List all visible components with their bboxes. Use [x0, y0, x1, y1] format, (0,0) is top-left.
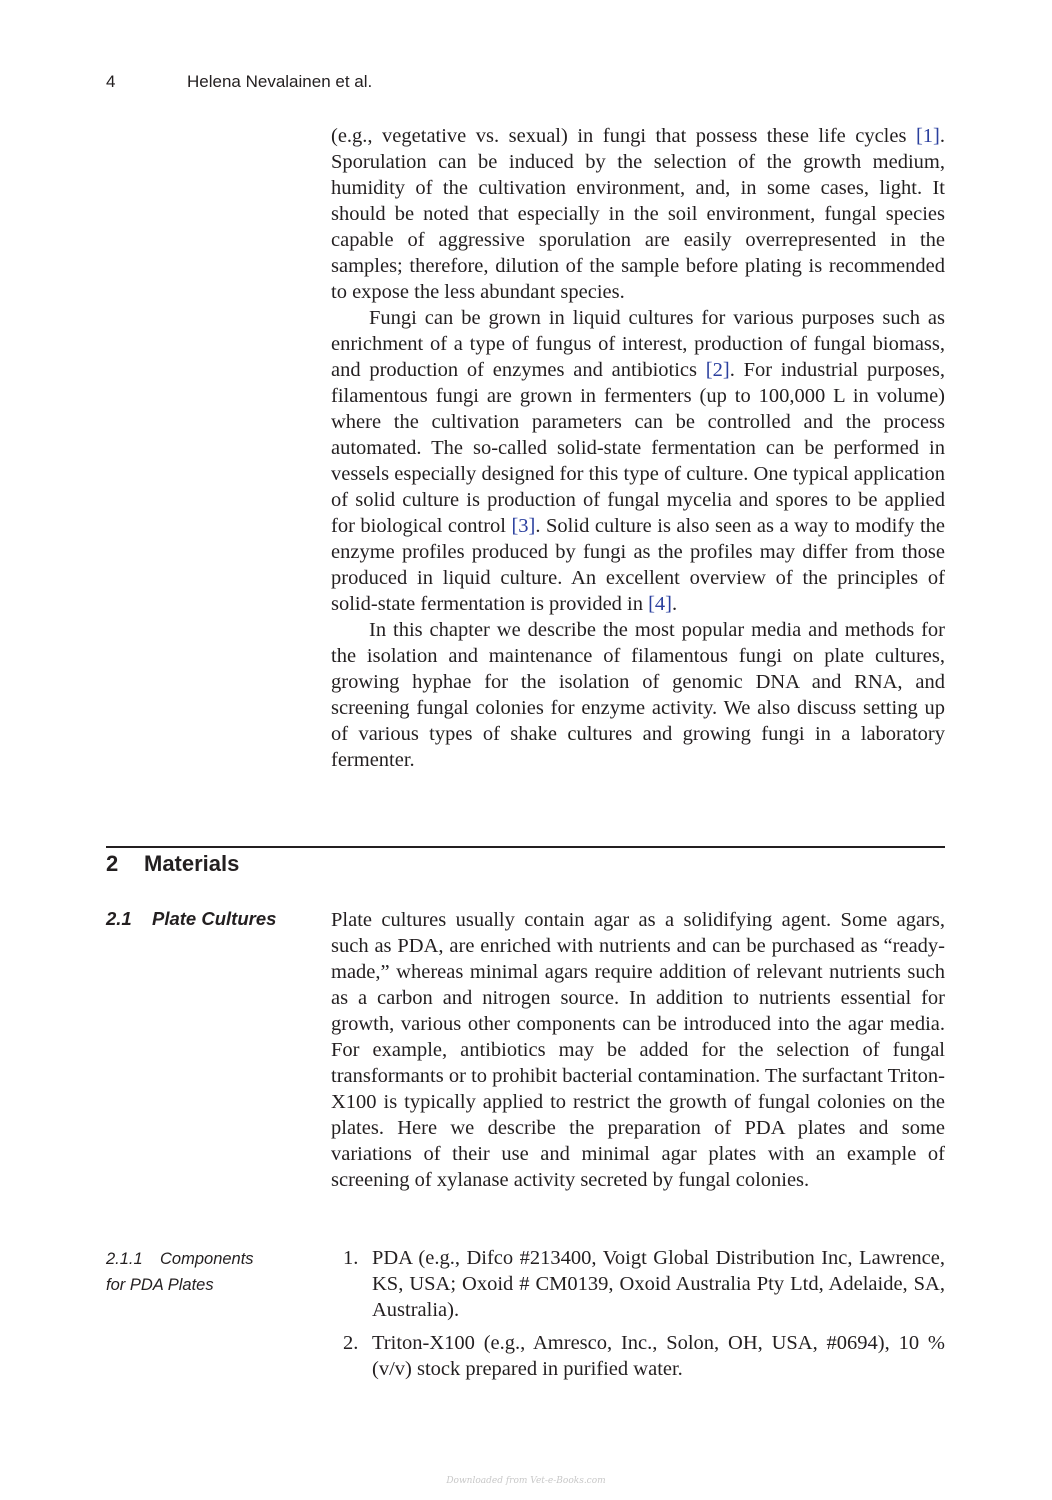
plate-cultures-paragraph: Plate cultures usually contain agar as a solidifying agent. Some agars, such as PDA, are enriched with nutrients and can be purchased as “ready-made,” whereas minimal agars require addition of relevant nutrients such as a carbon and nitrogen source. In addition to nutrients essential for growth, various other components can be introduced into the agar media. For example, antibiotics may be added for the selection of fungal transformants or to prohibit bacterial contamination. The surfactant Triton-X100 is typically applied to restrict the growth of fungal colonies on the plates. Here we describe the preparation of PDA plates and some variations of their use and minimal agar plates with an example of screening of xylanase activity secreted by fungal colonies. [331, 909, 945, 1191]
citation-link-2[interactable]: [2] [705, 359, 730, 381]
list-item-text: PDA (e.g., Difco #213400, Voigt Global Distribution Inc, Lawrence, KS, USA; Oxoid # CM0139, Oxoid Australia Pty Ltd, Adelaide, SA, Australia). [372, 1247, 945, 1321]
intro-paragraph-3: In this chapter we describe the most popular media and methods for the isolation and maintenance of filamentous fungi on plate cultures, growing hyphae for the isolation of genomic DNA and RNA, and screening fungal colonies for enzyme activity. We also discuss setting up of various types of shake cultures and growing fungi in a laboratory fermenter. [331, 619, 945, 771]
list-item-text: Triton-X100 (e.g., Amresco, Inc., Solon, OH, USA, #0694), 10 % (v/v) stock prepared in purified water. [372, 1332, 945, 1380]
subsection-title: Plate Cultures [152, 908, 277, 929]
intro-text [331, 123, 945, 773]
intro-p2-b: . For industrial purposes, filamentous fungi are grown in fermenters (up to 100,000 L in volume) where the cultivation parameters can be controlled and the process automated. The so-called solid-state fermentation can be performed in vessels especially designed for this type of culture. One typical application of solid culture is production of fungal mycelia and spores to be applied for biological control [331, 359, 946, 537]
running-head-authors: Helena Nevalainen et al. [187, 72, 373, 91]
subsubsection-title-line2: for PDA Plates [106, 1276, 214, 1294]
intro-p2-d: . [672, 593, 678, 615]
section-heading [106, 851, 239, 877]
list-item [331, 1330, 945, 1382]
subsubsection-heading [106, 1246, 316, 1298]
subsection-number: 2.1 [106, 908, 132, 929]
plate-cultures-text [331, 907, 945, 1193]
intro-paragraph-2 [331, 305, 945, 617]
intro-p1-text: (e.g., vegetative vs. sexual) in fungi that possess these life cycles [331, 125, 916, 147]
page-number: 4 [106, 72, 116, 91]
components-list [331, 1245, 945, 1389]
citation-link-3[interactable]: [3] [511, 515, 536, 537]
citation-link-1[interactable]: [1] [915, 125, 940, 147]
subsubsection-number: 2.1.1 [106, 1250, 143, 1268]
intro-p2-c: . Solid culture is also seen as a way to modify the enzyme profiles produced by fungi as the profiles may differ from those produced in liquid culture. An excellent overview of the principles of solid-state fermentation is provided in [331, 515, 945, 615]
list-marker: 1. [343, 1247, 359, 1269]
download-watermark: Downloaded from Vet-e-Books.com [446, 1476, 606, 1486]
subsection-heading [106, 908, 276, 930]
intro-paragraph-1 [331, 123, 945, 305]
section-number: 2 [106, 851, 119, 876]
intro-p2-a: Fungi can be grown in liquid cultures for various purposes such as enrichment of a type of fungus of interest, production of fungal biomass, and production of enzymes and antibiotics [331, 307, 945, 381]
subsubsection-title-line1: Components [160, 1250, 254, 1268]
section-divider [106, 846, 945, 848]
intro-p1-after: . Sporulation can be induced by the selection of the growth medium, humidity of the cultivation environment, and, in some cases, light. It should be noted that especially in the soil environment, fungal species capable of aggressive sporulation are easily overrepresented in the samples; therefore, dilution of the sample before plating is recommended to expose the less abundant species. [331, 125, 945, 303]
list-marker: 2. [343, 1332, 359, 1354]
list-item [331, 1245, 945, 1323]
section-title: Materials [144, 851, 240, 876]
citation-link-4[interactable]: [4] [648, 593, 673, 615]
